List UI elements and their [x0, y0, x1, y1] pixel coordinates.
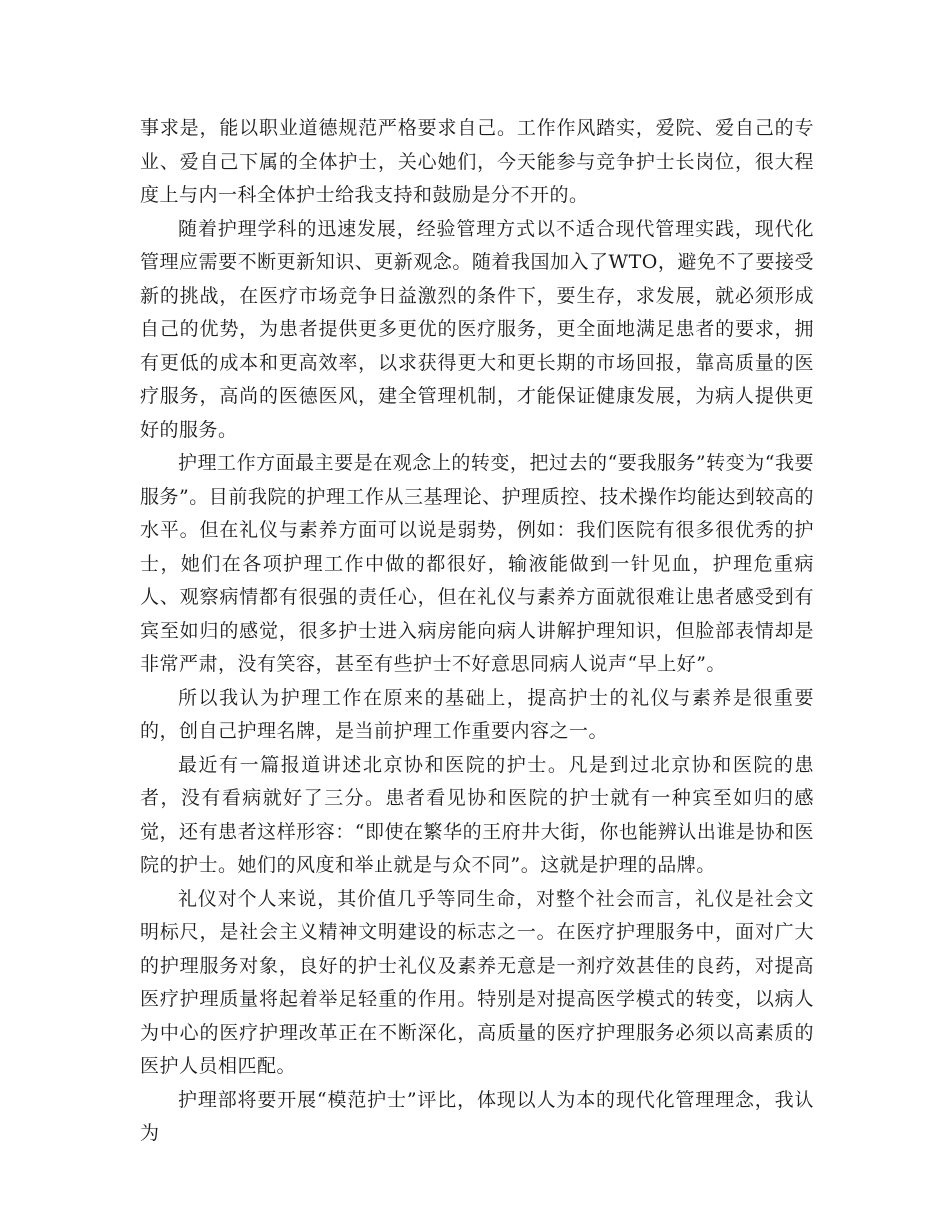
paragraph-nursing-development: 随着护理学科的迅速发展，经验管理方式以不适合现代管理实践，现代化管理应需要不断更新知识、更新观念。随着我国加入了WTO，避免不了要接受新的挑战，在医疗市场竞争日益激烈的条件下，要生存，求发展，就必须形成自己的优势，为患者提供更多更优的医疗服务，更全面地满足患者的要求，拥有更低的成本和更高效率，以求获得更大和更长期的市场回报，靠高质量的医疗服务，高尚的医德医风，建全管理机制，才能保证健康发展，为病人提供更好的服务。 — [140, 217, 814, 441]
paragraph-continuation: 事求是，能以职业道德规范严格要求自己。工作作风踏实，爱院、爱自己的专业、爱自己下属的全体护士，关心她们，今天能参与竞争护士长岗位，很大程度上与内一科全体护士给我支持和鼓励是分不开的。 — [140, 117, 814, 206]
paragraph-etiquette-value: 礼仪对个人来说，其价值几乎等同生命，对整个社会而言，礼仪是社会文明标尺，是社会主义精神文明建设的标志之一。在医疗护理服务中，面对广大的护理服务对象，良好的护士礼仪及素养无意是一剂疗效甚佳的良药，对提高医疗护理质量将起着举足轻重的作用。特别是对提高医学模式的转变，以病人为中心的医疗护理改革正在不断深化，高质量的医疗护理服务必须以高素质的医护人员相匹配。 — [140, 887, 814, 1077]
paragraph-etiquette-importance: 所以我认为护理工作在原来的基础上，提高护士的礼仪与素养是很重要的，创自己护理名牌，是当前护理工作重要内容之一。 — [140, 686, 814, 742]
paragraph-service-concept: 护理工作方面最主要是在观念上的转变，把过去的“要我服务”转变为“我要服务”。目前我院的护理工作从三基理论、护理质控、技术操作均能达到较高的水平。但在礼仪与素养方面可以说是弱势，例如：我们医院有很多很优秀的护士，她们在各项护理工作中做的都很好，输液能做到一针见血，护理危重病人、观察病情都有很强的责任心，但在礼仪与素养方面就很难让患者感受到有宾至如归的感觉，很多护士进入病房能向病人讲解护理知识，但脸部表情却是非常严肃，没有笑容，甚至有些护士不好意思同病人说声“早上好”。 — [140, 452, 814, 675]
document-body — [140, 112, 814, 1151]
paragraph-model-nurse: 护理部将要开展“模范护士”评比，体现以人为本的现代化管理理念，我认为 — [140, 1088, 814, 1144]
paragraph-peking-union-report: 最近有一篇报道讲述北京协和医院的护士。凡是到过北京协和医院的患者，没有看病就好了三分。患者看见协和医院的护士就有一种宾至如归的感觉，还有患者这样形容：“即使在繁华的王府井大街，你也能辨认出谁是协和医院的护士。她们的风度和举止就是与众不同”。这就是护理的品牌。 — [140, 753, 814, 876]
